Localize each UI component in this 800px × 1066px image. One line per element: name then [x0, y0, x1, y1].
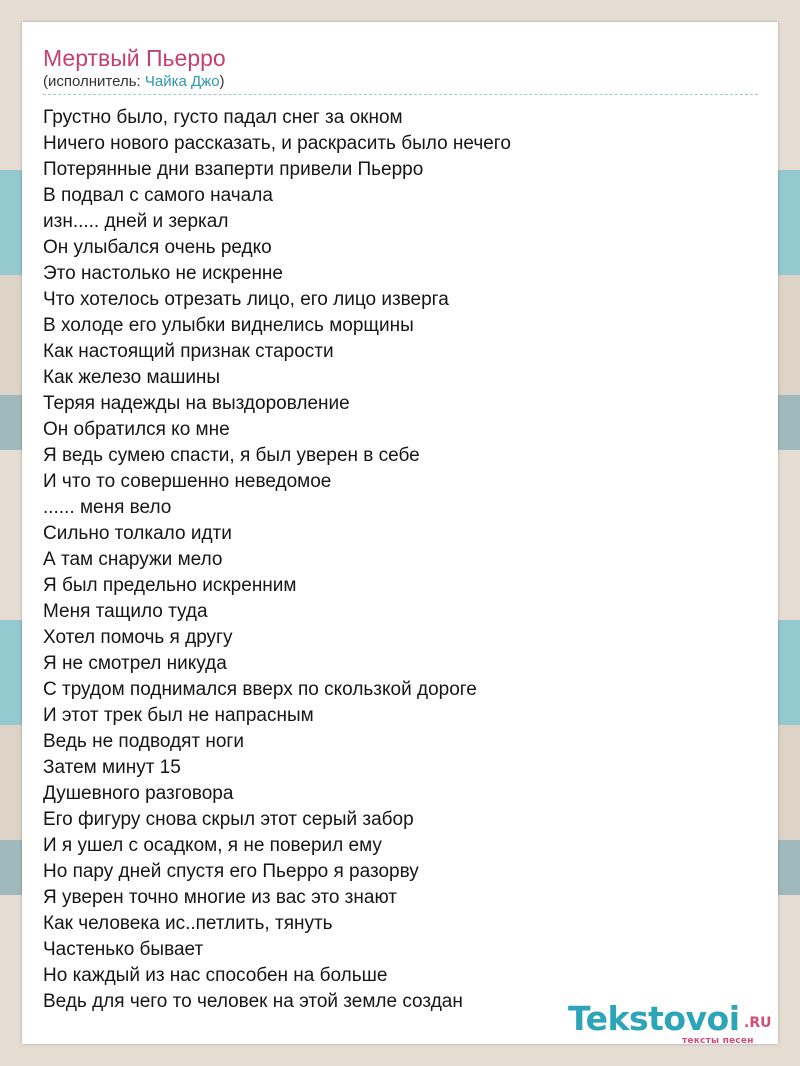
lyric-line: Это настолько не искренне: [43, 263, 283, 284]
lyric-line: Его фигуру снова скрыл этот серый забор: [43, 809, 414, 830]
lyric-line: Ведь для чего то человек на этой земле создан: [43, 991, 463, 1012]
lyric-line: Как человека ис..петлить, тянуть: [43, 913, 333, 934]
lyric-line: Он обратился ко мне: [43, 419, 230, 440]
lyric-line: Ничего нового рассказать, и раскрасить было нечего: [43, 133, 511, 154]
artist-line: [43, 73, 225, 91]
lyric-line: Потерянные дни взаперти привели Пьерро: [43, 159, 424, 180]
lyric-line: Но пару дней спустя его Пьерро я разорву: [43, 861, 419, 882]
lyric-line: Затем минут 15: [43, 757, 181, 778]
lyric-line: Частенько бывает: [43, 939, 204, 960]
dashed-divider: [43, 94, 758, 95]
artist-prefix: (исполнитель:: [43, 73, 145, 90]
lyrics-card: [22, 22, 778, 1044]
lyric-line: Ведь не подводят ноги: [43, 731, 244, 752]
site-logo[interactable]: [568, 999, 778, 1049]
artist-link[interactable]: Чайка Джо: [144, 73, 220, 90]
lyric-line: Хотел помочь я другу: [43, 627, 233, 648]
lyric-line: Он улыбался очень редко: [43, 237, 272, 258]
lyric-line: В подвал с самого начала: [43, 185, 273, 206]
lyric-line: Я ведь сумею спасти, я был уверен в себе: [43, 445, 420, 466]
lyric-line: Но каждый из нас способен на больше: [43, 965, 388, 986]
lyric-line: Грустно было, густо падал снег за окном: [43, 107, 403, 128]
logo-tagline: тексты песен: [682, 1036, 754, 1046]
logo-tld: .RU: [744, 1015, 772, 1031]
lyric-line: Как настоящий признак старости: [43, 341, 334, 362]
lyric-line: Сильно толкало идти: [43, 523, 232, 544]
lyric-line: ...... меня вело: [43, 497, 172, 518]
lyric-line: Что хотелось отрезать лицо, его лицо изверга: [43, 289, 449, 310]
lyric-line: И этот трек был не напрасным: [43, 705, 314, 726]
lyric-line: В холоде его улыбки виднелись морщины: [43, 315, 414, 336]
lyric-line: С трудом поднимался вверх по скользкой дороге: [43, 679, 477, 700]
lyric-line: Я уверен точно многие из вас это знают: [43, 887, 397, 908]
lyric-line: Я был предельно искренним: [43, 575, 297, 596]
lyric-line: А там снаружи мело: [43, 549, 223, 570]
artist-suffix: ): [219, 73, 225, 90]
lyric-line: Теряя надежды на выздоровление: [43, 393, 350, 414]
lyrics-list: [43, 105, 511, 1015]
lyric-line: Душевного разговора: [43, 783, 234, 804]
song-title: Мертвый Пьерро: [43, 45, 226, 71]
lyric-line: Как железо машины: [43, 367, 221, 388]
lyric-line: И я ушел с осадком, я не поверил ему: [43, 835, 382, 856]
lyric-line: изн..... дней и зеркал: [43, 211, 229, 232]
lyric-line: Я не смотрел никуда: [43, 653, 227, 674]
logo-wordmark: Tekstovoi: [568, 999, 740, 1038]
lyric-line: И что то совершенно неведомое: [43, 471, 332, 492]
lyric-line: Меня тащило туда: [43, 601, 208, 622]
